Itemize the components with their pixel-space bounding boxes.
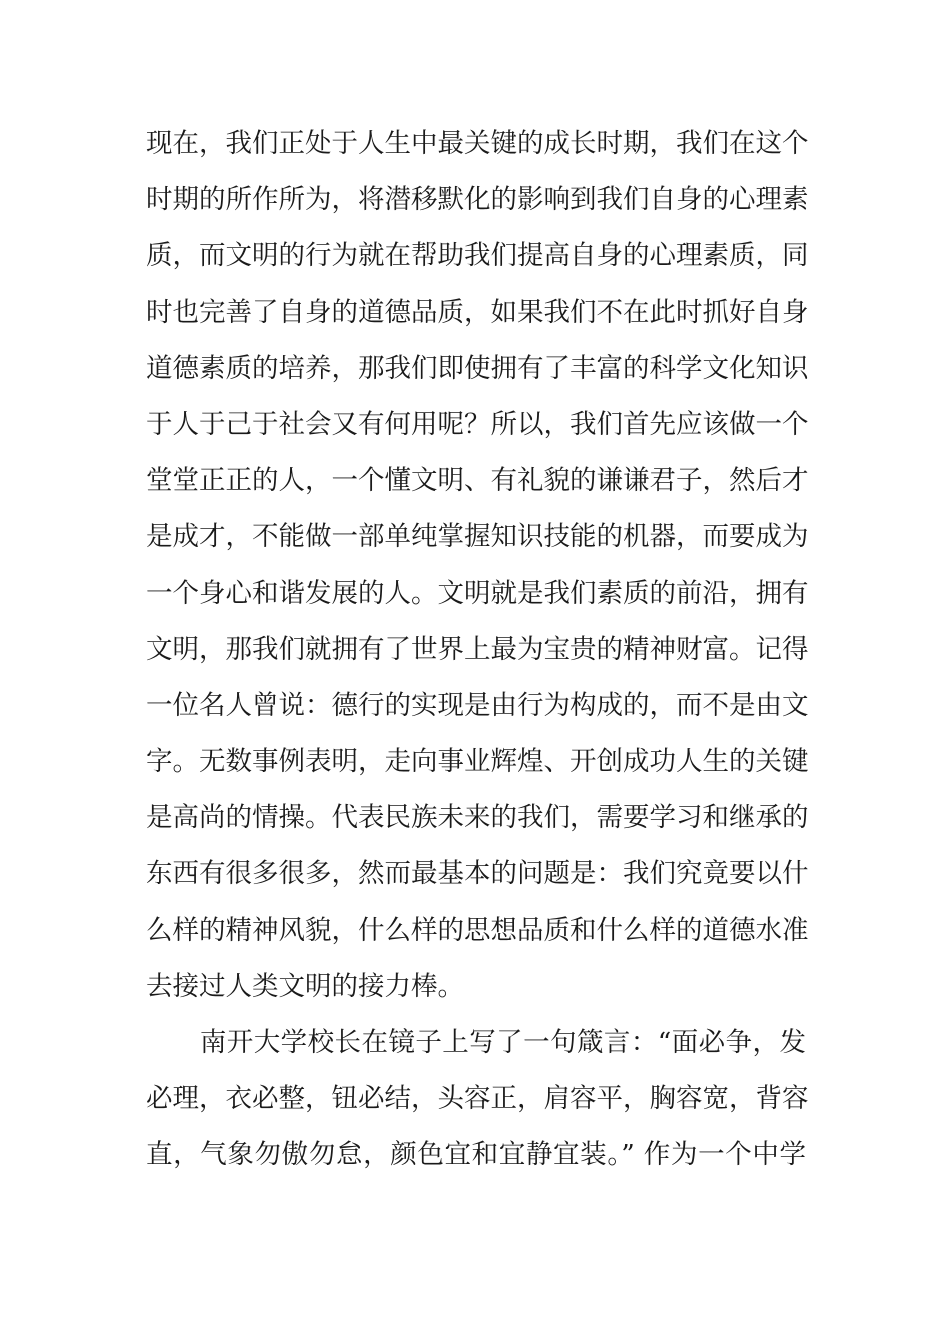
text-line: 必理，衣必整，钮必结，头容正，肩容平，胸容宽，背容: [146, 1083, 809, 1115]
text-line: 是成才，不能做一部单纯掌握知识技能的机器，而要成为: [146, 521, 809, 553]
text-line: 一个身心和谐发展的人。文明就是我们素质的前沿，拥有: [146, 577, 809, 609]
text-line: 南开大学校长在镜子上写了一句箴言：“面必争，发: [146, 1027, 806, 1058]
text-line: 时期的所作所为，将潜移默化的影响到我们自身的心理素: [146, 184, 809, 216]
paragraph-1: [146, 116, 809, 1015]
text-line: 字。无数事例表明，走向事业辉煌、开创成功人生的关键: [146, 746, 809, 778]
text-line: 么样的精神风貌，什么样的思想品质和什么样的道德水准: [146, 914, 809, 946]
text-line: 现在，我们正处于人生中最关键的成长时期，我们在这个: [146, 128, 809, 159]
text-line: 时也完善了自身的道德品质，如果我们不在此时抓好自身: [146, 296, 809, 328]
text-line: 文明，那我们就拥有了世界上最为宝贵的精神财富。记得: [146, 633, 809, 665]
text-line: 道德素质的培养，那我们即使拥有了丰富的科学文化知识: [146, 352, 809, 384]
text-line: 一位名人曾说：德行的实现是由行为构成的，而不是由文: [146, 689, 809, 721]
text-line: 东西有很多很多，然而最基本的问题是：我们究竟要以什: [146, 858, 809, 890]
text-line: 是高尚的情操。代表民族未来的我们，需要学习和继承的: [146, 802, 809, 834]
text-line: 堂堂正正的人，一个懂文明、有礼貌的谦谦君子，然后才: [146, 465, 809, 497]
text-line: 于人于己于社会又有何用呢？所以，我们首先应该做一个: [146, 408, 809, 440]
text-line: 去接过人类文明的接力棒。: [146, 970, 464, 1002]
paragraph-2: [146, 1015, 809, 1184]
body-text: [146, 116, 809, 1184]
text-line: 直，气象勿傲勿怠，颜色宜和宜静宜装。” 作为一个中学: [146, 1139, 806, 1171]
text-line: 质，而文明的行为就在帮助我们提高自身的心理素质，同: [146, 240, 809, 272]
